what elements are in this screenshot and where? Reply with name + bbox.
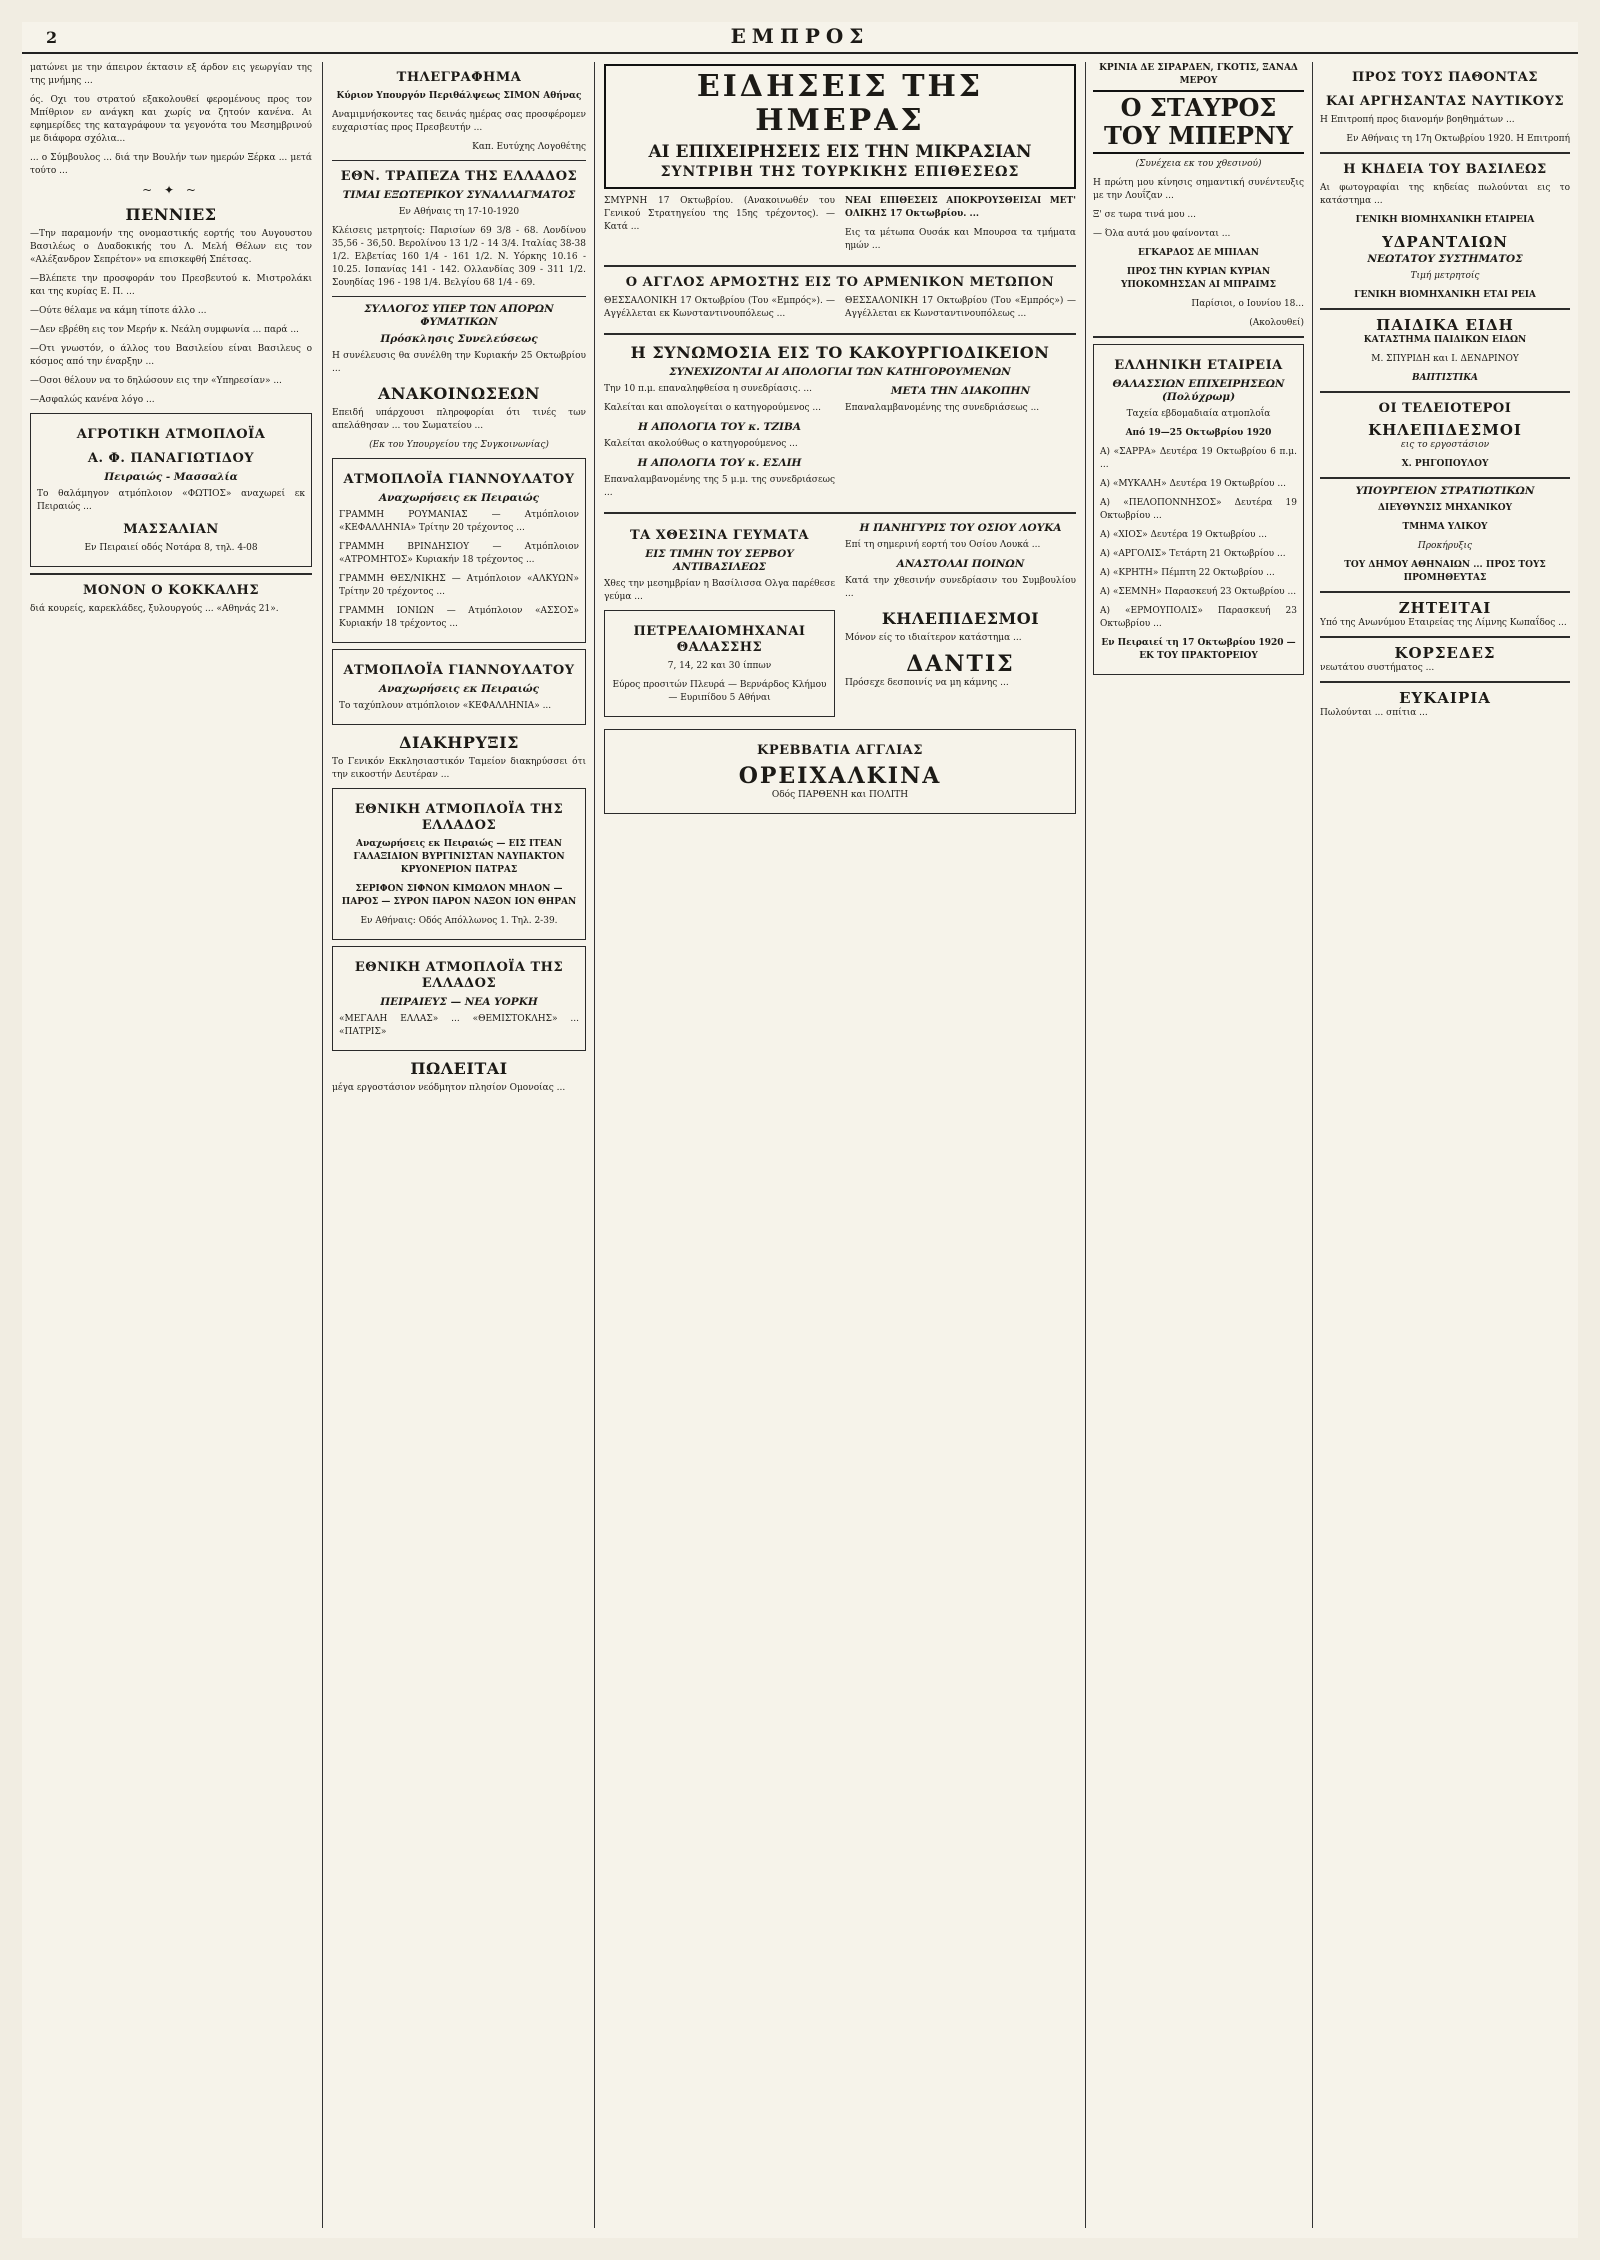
advert-text: Πρόσεχε δεσποινίς να μη κάμνης ... (845, 678, 1009, 688)
divider (1320, 636, 1570, 638)
section-heading: Η ΣΥΝΩΜΟΣΙΑ ΕΙΣ ΤΟ ΚΑΚΟΥΡΓΙΟΔΙΚΕΙΟΝ (630, 343, 1050, 362)
advert-text: ΣΕΡΙΦΟΝ ΣΙΦΝΟΝ ΚΙΜΩΛΟΝ ΜΗΛΟΝ — ΠΑΡΟΣ — ΣΥΡΟΝ ΠΑΡΟΝ ΝΑΞΟΝ ΙΟΝ ΘΗΡΑΝ (341, 884, 577, 907)
section-subheading: ΣΥΝΕΧΙΖΟΝΤΑΙ ΑΙ ΑΠΟΛΟΓΙΑΙ ΤΩΝ ΚΑΤΗΓΟΡΟΥΜΕΝΩΝ (669, 366, 1011, 378)
advert-subtitle: ΝΕΩΤΑΤΟΥ ΣΥΣΤΗΜΑΤΟΣ (1367, 253, 1523, 265)
banner-headline: ΑΙ ΕΠΙΧΕΙΡΗΣΕΙΣ ΕΙΣ ΤΗΝ ΜΙΚΡΑΣΙΑΝ (648, 142, 1032, 162)
company-name: ΓΕΝΙΚΗ ΒΙΟΜΗΧΑΝΙΚΗ ΕΤΑΙ ΡΕΙΑ (1354, 290, 1536, 300)
to-be-continued: (Ακολουθεί) (1249, 318, 1304, 328)
advert-text: Πωλούνται ... σπίτια ... (1320, 708, 1428, 718)
advert-subtitle: Αναχωρήσεις εκ Πειραιώς (378, 683, 540, 695)
advert-destination: ΜΑΣΣΑΛΙΑΝ (123, 522, 219, 537)
section-heading: ΣΥΛΛΟΓΟΣ ΥΠΕΡ ΤΩΝ ΑΠΟΡΩΝ ΦΥΜΑΤΙΚΩΝ (364, 303, 554, 328)
article-paragraph: Καλείται και απολογείται ο κατηγορούμενος ... (604, 403, 822, 413)
article-paragraph: Εις τα μέτωπα Ουσάκ και Μπουρσα τα τμήματα ημών ... (845, 228, 1076, 251)
article-paragraph: —Βλέπετε την προσφοράν του Πρεσβευτού κ. Μιστρολάκι και της κυρίας Ε. Π. ... (30, 274, 312, 297)
divider (1320, 681, 1570, 683)
advert-text: 7, 14, 22 και 30 ίππων (667, 661, 772, 671)
advert-title: ΔΑΝΤΙΣ (906, 651, 1015, 677)
advert-subtitle: Αναχωρήσεις εκ Πειραιώς (378, 492, 540, 504)
telegram-addressee: Κύριον Υπουργόν Περιθάλψεως ΣΙΜΟΝ Αθήνας (336, 91, 582, 101)
banner-subheadline: ΣΥΝΤΡΙΒΗ ΤΗΣ ΤΟΥΡΚΙΚΗΣ ΕΠΙΘΕΣΕΩΣ (660, 164, 1020, 180)
column-4 (1093, 62, 1304, 2228)
bank-subheading: ΤΙΜΑΙ ΕΞΩΤΕΡΙΚΟΥ ΣΥΝΑΛΛΑΓΜΑΤΟΣ (342, 189, 576, 201)
article-paragraph: —Ούτε θέλαμε να κάμη τίποτε άλλο ... (30, 306, 207, 316)
advert-route: Πειραιώς - Μασσαλία (104, 471, 238, 483)
subcolumn (604, 383, 835, 506)
advert-address: Οδός ΠΑΡΘΕΝΗ και ΠΟΛΙΤΗ (771, 790, 909, 800)
two-column-block (604, 520, 1076, 723)
article-paragraph: Κατά την χθεσινήν συνεδρίασιν του Συμβουλίου ... (845, 576, 1076, 599)
subcolumn (604, 195, 835, 259)
serial-authors: ΚΡΙΝΙΑ ΔΕ ΣΙΡΑΡΔΕΝ, ΓΚΟΤΙΣ, ΞΑΝΑΔ ΜΕΡΟΥ (1099, 63, 1298, 86)
subcolumn (845, 195, 1076, 259)
serial-continuation: (Συνέχεια εκ του χθεσινού) (1135, 159, 1262, 169)
exchange-rates: Κλέισεις μετρητοίς: Παρισίων 69 3/8 - 68. Λονδίνου 35,56 - 36,50. Βερολίνου 13 1/2 - 14 3/4. Ιταλίας 38-38 1/2. Ελβετίας 160 1/4 - 161 1/2. Ν. Υόρκης 10.16 - 10.25. Ισπανίας 141 - 142. Ολλανδίας 309 - 311 1/2. Σουηδίας 196 - 198 1/4. Βελγίου 68 1/4 - 69. (332, 226, 586, 288)
divider (604, 512, 1076, 514)
advert-title: ΜΟΝΟΝ Ο ΚΟΚΚΑΛΗΣ (82, 583, 260, 598)
advert-title: ΕΘΝΙΚΗ ΑΤΜΟΠΛΟΪΑ ΤΗΣ ΕΛΛΑΔΟΣ (354, 802, 564, 833)
advert-text: Μόνον είς το ιδιαίτερον κατάστημα ... (845, 633, 1022, 643)
section-subheading: ΕΙΣ ΤΙΜΗΝ ΤΟΥ ΣΕΡΒΟΥ ΑΝΤΙΒΑΣΙΛΕΩΣ (645, 548, 794, 573)
advert-title: ΚΗΛΕΠΙΔΕΣΜΟΙ (881, 609, 1040, 628)
column-rule (594, 62, 595, 2228)
advert-title: ΟΙ ΤΕΛΕΙΟΤΕΡΟΙ (1378, 401, 1512, 416)
shipping-advert (30, 413, 312, 567)
advert-text: Χ. ΡΗΓΟΠΟΥΛΟΥ (1401, 459, 1489, 469)
advert-text: Ταχεία εβδομαδιαία ατμοπλοΐα (1126, 409, 1271, 419)
advert-text: ΚΑΤΑΣΤΗΜΑ ΠΑΙΔΙΚΩΝ ΕΙΔΩΝ (1363, 335, 1527, 345)
letter-date: Παρίσιοι, ο Ιουνίου 18... (1191, 299, 1304, 309)
letter-signature: ΕΓΚΑΡΔΟΣ ΔΕ ΜΠΙΛΑΝ (1138, 248, 1259, 258)
article-paragraph: Επί τη σημερινή εορτή του Οσίου Λουκά ... (845, 540, 1041, 550)
advert-text: διά κουρείς, καρεκλάδες, ξυλουργούς ... «Αθηνάς 21». (30, 604, 279, 614)
section-heading: ΠΡΟΣ ΤΟΥΣ ΠΑΘΟΝΤΑΣ (1352, 70, 1538, 85)
advert-text: μέγα εργοστάσιον νεόδμητον πλησίον Ομονοίας ... (332, 1083, 566, 1093)
article-paragraph: ΘΕΣΣΑΛΟΝΙΚΗ 17 Οκτωβρίου (Του «Εμπρός»). — Αγγέλλεται εκ Κωνσταντινουπόλεως ... (604, 296, 835, 319)
column-1 (30, 62, 312, 2228)
two-column-block (604, 295, 1076, 327)
column-rule (1085, 62, 1086, 2228)
divider (332, 160, 586, 161)
company-name: ΓΕΝΙΚΗ ΒΙΟΜΗΧΑΝΙΚΗ ΕΤΑΙΡΕΙΑ (1355, 215, 1535, 225)
advert-title: ΑΤΜΟΠΛΟΪΑ ΓΙΑΝΝΟΥΛΑΤΟΥ (343, 663, 575, 678)
article-paragraph: Αι φωτογραφίαι της κηδείας πωλούνται εις το κατάστημα ... (1320, 183, 1570, 206)
advert-dates: Από 19—25 Οκτωβρίου 1920 (1125, 428, 1272, 438)
advert-text: ΓΡΑΜΜΗ ΒΡΙΝΔΗΣΙΟΥ — Ατμόπλοιον «ΑΤΡΟΜΗΤΟΣ» Κυριακήν 18 τρέχοντος ... (339, 542, 579, 565)
article-paragraph: —Ασφαλώς κανένα λόγο ... (30, 395, 155, 405)
article-paragraph: ΤΟΥ ΔΗΜΟΥ ΑΘΗΝΑΙΩΝ ... ΠΡΟΣ ΤΟΥΣ ΠΡΟΜΗΘΕΥΤΑΣ (1344, 560, 1546, 583)
article-paragraph: Επαναλαμβανομένης της 5 μ.μ. της συνεδριάσεως ... (604, 475, 835, 498)
article-paragraph: Το Γενικόν Εκκλησιαστικόν Ταμείον διακηρύσσει ότι την εικοστήν Δευτέραν ... (332, 757, 586, 780)
advert-text: Το ταχύπλουν ατμόπλοιον «ΚΕΦΑΛΛΗΝΙΑ» ... (339, 701, 552, 711)
shipping-advert (332, 649, 586, 725)
shipping-advert (332, 788, 586, 940)
divider (30, 573, 312, 575)
advert-title: ΥΔΡΑΝΤΛΙΩΝ (1382, 233, 1508, 251)
divider (1320, 477, 1570, 479)
article-paragraph: Η συνέλευσις θα συνέλθη την Κυριακήν 25 Οκτωβρίου ... (332, 351, 586, 374)
advert-address: Εν Αθήναις: Οδός Απόλλωνος 1. Τηλ. 2-39. (360, 916, 558, 926)
advert-text: Τιμή μετρητοίς (1410, 271, 1480, 281)
article-paragraph: ... ο Σύμβουλος ... διά την Βουλήν των ημερών Ξέρκα ... μετά τούτο ... (30, 153, 312, 176)
article-paragraph: Την 10 π.μ. επαναληφθείσα η συνεδρίασις. ... (604, 384, 813, 394)
section-subheading: ΔΙΕΥΘΥΝΣΙΣ ΜΗΧΑΝΙΚΟΥ (1378, 503, 1512, 513)
shipping-advert (332, 946, 586, 1051)
article-paragraph: —Οτι γνωστόν, ο άλλος του Βασιλείου είναι Βασιλευς ο κόσμος από την έναρξην ... (30, 344, 312, 367)
shipping-advert (1093, 344, 1304, 675)
shipping-advert (332, 458, 586, 643)
divider (1320, 591, 1570, 593)
column-5 (1320, 62, 1570, 2228)
column-rule (322, 62, 323, 2228)
divider (1320, 391, 1570, 393)
divider (1320, 308, 1570, 310)
divider (1320, 152, 1570, 154)
sailing-entry: Α) «ΣΕΜΝΗ» Παρασκευή 23 Οκτωβρίου ... (1100, 587, 1297, 597)
divider (1093, 336, 1304, 338)
section-heading: Η ΠΑΝΗΓΥΡΙΣ ΤΟΥ ΟΣΙΟΥ ΛΟΥΚΑ (859, 522, 1062, 534)
two-column-block (604, 195, 1076, 259)
divider (604, 333, 1076, 335)
sailing-entry: Α) «ΧΙΟΣ» Δευτέρα 19 Οκτωβρίου ... (1100, 530, 1267, 540)
article-paragraph: Η Επιτροπή προς διανομήν βοηθημάτων ... (1320, 115, 1515, 125)
article-paragraph: Υπό της Ανωνύμου Εταιρείας της Λίμνης Κωπαΐδος ... (1320, 618, 1567, 628)
article-paragraph: —Την παραμονήν της ονομαστικής εορτής του Αυγουστου Βασιλέως ο Δυαδοκικής του Λ. Μελή Θέλων εις τον «Αλέξανδρον Σεπρέτον» να επισκεφθή Σπέτσας. (30, 229, 312, 265)
advert-title: ΠΑΙΔΙΚΑ ΕΙΔΗ (1376, 316, 1514, 334)
sailing-entry: Α) «ΠΕΛΟΠΟΝΝΗΣΟΣ» Δευτέρα 19 Οκτωβρίου ... (1100, 498, 1297, 521)
section-heading: ΑΝΑΣΤΟΛΑΙ ΠΟΙΝΩΝ (896, 558, 1025, 570)
advert-text: Το θαλάμηγον ατμόπλοιον «ΦΩΤΙΟΣ» αναχωρεί εκ Πειραιώς ... (37, 489, 305, 512)
masthead (22, 22, 1578, 54)
advert-text: εις το εργοστάσιον (1400, 440, 1490, 450)
source-note: (Εκ του Υπουργείου της Συγκοινωνίας) (369, 440, 549, 450)
section-heading: ΠΩΛΕΙΤΑΙ (410, 1059, 508, 1078)
advert-text: Αναχωρήσεις εκ Πειραιώς — ΕΙΣ ΙΤΕΑΝ ΓΑΛΑΞΙΔΙΟΝ ΒΥΡΓΙΝΙΣΤΑΝ ΝΑΥΠΑΚΤΟΝ ΚΡΥΟΝΕΡΙΟΝ ΠΑΤΡΑΣ (353, 839, 565, 875)
advert-title: ΚΟΡΣΕΔΕΣ (1394, 644, 1496, 662)
bed-advert (604, 729, 1076, 814)
advert-text: ΓΡΑΜΜΗ ΘΕΣ/ΝΙΚΗΣ — Ατμόπλοιον «ΑΛΚΥΩΝ» Τρίτην 20 τρέχοντος ... (339, 574, 579, 597)
advert-address: Εν Πειραιεί οδός Νοτάρα 8, τηλ. 4-08 (84, 543, 258, 553)
advert-address: Εύρος προσιτών Πλευρά — Βερνάρδος Κλήμου — Ευριπίδου 5 Αθήναι (612, 680, 827, 703)
subcolumn (845, 520, 1076, 723)
engine-advert (604, 610, 835, 717)
advert-footer: Εν Πειραιεί τη 17 Οκτωβρίου 1920 — ΕΚ ΤΟΥ ΠΡΑΚΤΟΡΕΙΟΥ (1101, 638, 1296, 661)
article-paragraph: ός. Οχι του στρατού εξακολουθεί φερομένους προς τον Μπίθριον εν ανάγκη και χωρίς να ζητούν κανένα. Αι εφημερίδες της καταγράφουν τα γεγονότα του Μεσημβρινού με διάφορα σχόλια... (30, 95, 312, 144)
advert-text: Μ. ΣΠΥΡΙΔΗ και Ι. ΔΕΝΔΡΙΝΟΥ (1371, 354, 1519, 364)
sailing-entry: Α) «ΕΡΜΟΥΠΟΛΙΣ» Παρασκευή 23 Οκτωβρίου ... (1100, 606, 1297, 629)
advert-text: ΒΑΠΤΙΣΤΙΚΑ (1411, 373, 1479, 383)
column-2 (332, 62, 586, 2228)
article-paragraph: —Οσοι θέλουν να το δηλώσουν εις την «Υπηρεσίαν» ... (30, 376, 282, 386)
advert-text: νεωτάτου συστήματος ... (1320, 663, 1435, 673)
article-paragraph: Επαναλαμβανομένης της συνεδριάσεως ... (845, 403, 1040, 413)
article-subheading: ΜΕΤΑ ΤΗΝ ΔΙΑΚΟΠΗΝ (890, 385, 1031, 397)
article-paragraph: Καλείται ακολούθως ο κατηγορούμενος ... (604, 439, 798, 449)
section-subheading: ΤΜΗΜΑ ΥΛΙΚΟΥ (1402, 522, 1488, 532)
article-subheading: Η ΑΠΟΛΟΓΙΑ ΤΟΥ κ. ΤΖΙΒΑ (638, 421, 801, 433)
advert-text: ΓΡΑΜΜΗ ΡΟΥΜΑΝΙΑΣ — Ατμόπλοιον «ΚΕΦΑΛΛΗΝΙΑ» Τρίτην 20 τρέχοντος ... (339, 510, 579, 533)
article-paragraph: Επειδή υπάρχουσι πληροφορίαι ότι τινές των απελάθησαν ... του Σωματείου ... (332, 408, 586, 431)
sailing-entry: Α) «ΣΑΡΡΑ» Δευτέρα 19 Οκτωβρίου 6 π.μ. ... (1100, 447, 1297, 470)
subcolumn (845, 383, 1076, 506)
sailing-entry: Α) «ΜΥΚΑΛΗ» Δευτέρα 19 Οκτωβρίου ... (1100, 479, 1286, 489)
article-paragraph: ΝΕΑΙ ΕΠΙΘΕΣΕΙΣ ΑΠΟΚΡΟΥΣΘΕΙΣΑΙ ΜΕΤ' ΟΛΙΚΗΣ 17 Οκτωβρίου. ... (845, 196, 1076, 219)
ornament-divider: ~ ✦ ~ (142, 183, 200, 197)
subcolumn (604, 520, 835, 723)
article-paragraph: Χθες την μεσημβρίαν η Βασίλισσα Ολγα παρέθεσε γεύμα ... (604, 579, 835, 602)
article-paragraph: ΘΕΣΣΑΛΟΝΙΚΗ 17 Οκτωβρίου (Του «Εμπρός») — Αγγέλλεται εκ Κωνσταντινουπόλεως ... (845, 296, 1076, 319)
newspaper-title: ΕΜΠΡΟΣ (730, 24, 870, 48)
advert-subtitle: ΘΑΛΑΣΣΙΩΝ ΕΠΙΧΕΙΡΗΣΕΩΝ (Πολύχρωμ) (1112, 378, 1285, 403)
advert-title: ΕΘΝΙΚΗ ΑΤΜΟΠΛΟΪΑ ΤΗΣ ΕΛΛΑΔΟΣ (354, 960, 564, 991)
advert-title: ΖΗΤΕΙΤΑΙ (1398, 599, 1492, 617)
article-paragraph: — Όλα αυτά μου φαίνονται ... (1093, 229, 1231, 239)
section-heading: ΥΠΟΥΡΓΕΙΟΝ ΣΤΡΑΤΙΩΤΙΚΩΝ (1355, 485, 1535, 497)
advert-text: ΓΡΑΜΜΗ ΙΟΝΙΩΝ — Ατμόπλοιον «ΑΣΣΟΣ» Κυριακήν 18 τρέχοντος ... (339, 606, 579, 629)
letter-addressee: ΠΡΟΣ ΤΗΝ ΚΥΡΙΑΝ ΚΥΡΙΑΝ ΥΠΟΚΟΜΗΣΣΑΝ ΑΙ ΜΠΡΑΙΜΣ (1120, 267, 1277, 290)
section-heading: ΤΗΛΕΓΡΑΦΗΜΑ (396, 70, 522, 85)
advert-subtitle: ΠΕΙΡΑΙΕΥΣ — ΝΕΑ ΥΟΡΚΗ (380, 996, 538, 1008)
advert-title: ΠΕΤΡΕΛΑΙΟΜΗΧΑΝΑΙ ΘΑΛΑΣΣΗΣ (633, 624, 806, 655)
article-paragraph: Ξ' σε τωρα τινά μου ... (1093, 210, 1196, 220)
notice-type: Προκήρυξις (1417, 541, 1473, 551)
article-paragraph: ματώνει με την άπειρον έκτασιν εξ άρδον εις γεωργίαν της της μνήμης ... (30, 63, 312, 86)
article-signature: Εν Αθήναις τη 17η Οκτωβρίου 1920. Η Επιτροπή (1346, 134, 1570, 144)
advert-headline: ΚΗΛΕΠΙΔΕΣΜΟΙ (1368, 421, 1522, 439)
advert-title: ΕΛΛΗΝΙΚΗ ΕΤΑΙΡΕΙΑ (1114, 358, 1283, 373)
section-heading: ΤΑ ΧΘΕΣΙΝΑ ΓΕΥΜΑΤΑ (629, 528, 810, 543)
banner-title: ΕΙΔΗΣΕΙΣ ΤΗΣ ΗΜΕΡΑΣ (696, 69, 984, 138)
column-3 (604, 62, 1076, 2228)
divider (332, 296, 586, 297)
newspaper-page (22, 22, 1578, 2238)
bank-date: Εν Αθήναις τη 17-10-1920 (398, 207, 520, 217)
advert-text: «ΜΕΓΑΛΗ ΕΛΛΑΣ» ... «ΘΕΜΙΣΤΟΚΛΗΣ» ... «ΠΑΤΡΙΣ» (339, 1014, 579, 1037)
article-paragraph: —Δεν εβρέθη εις τον Μερήν κ. Νεάλη συμφωνία ... παρά ... (30, 325, 299, 335)
advert-title: ΑΤΜΟΠΛΟΪΑ ΓΙΑΝΝΟΥΛΑΤΟΥ (343, 472, 575, 487)
advert-subtitle: Α. Φ. ΠΑΝΑΓΙΩΤΙΔΟΥ (87, 451, 255, 466)
section-heading: ΚΑΙ ΑΡΓΗΣΑΝΤΑΣ ΝΑΥΤΙΚΟΥΣ (1325, 94, 1565, 109)
sailing-entry: Α) «ΑΡΓΟΛΙΣ» Τετάρτη 21 Οκτωβρίου ... (1100, 549, 1286, 559)
news-banner (604, 64, 1076, 189)
section-heading: Ο ΑΓΓΛΟΣ ΑΡΜΟΣΤΗΣ ΕΙΣ ΤΟ ΑΡΜΕΝΙΚΟΝ ΜΕΤΩΠΟΝ (625, 275, 1055, 290)
section-subheading: Πρόσκλησις Συνελεύσεως (380, 333, 538, 345)
section-heading: ΔΙΑΚΗΡΥΞΙΣ (399, 733, 519, 752)
advert-title: ΚΡΕΒΒΑΤΙΑ ΑΓΓΛΙΑΣ (757, 743, 923, 758)
section-heading: ΑΝΑΚΟΙΝΩΣΕΩΝ (377, 384, 541, 403)
section-heading: Η ΚΗΔΕΙΑ ΤΟΥ ΒΑΣΙΛΕΩΣ (1343, 162, 1547, 177)
section-heading: ΠΕΝΝΙΕΣ (125, 205, 217, 224)
sailing-entry: Α) «ΚΡΗΤΗ» Πέμπτη 22 Οκτωβρίου ... (1100, 568, 1275, 578)
divider (604, 265, 1076, 267)
column-rule (1312, 62, 1313, 2228)
two-column-block (604, 383, 1076, 506)
serial-title: Ο ΣΤΑΥΡΟΣ ΤΟΥ ΜΠΕΡΝΥ (1093, 90, 1304, 154)
telegram-body: Αναμιμνήσκοντες τας δεινάς ημέρας σας προσφέρομεν ευχαριστίας προς Πρεσβευτήν ... (332, 110, 586, 133)
advert-headline: ΟΡΕΙΧΑΛΚΙΝΑ (738, 763, 942, 789)
article-paragraph: Η πρώτη μου κίνησις σημαντική συνέντευξις με την Λουΐζαν ... (1093, 178, 1304, 201)
telegram-signature: Καπ. Ευτύχης Λογοθέτης (472, 142, 586, 152)
article-subheading: Η ΑΠΟΛΟΓΙΑ ΤΟΥ κ. ΕΣΛΙΗ (637, 457, 802, 469)
advert-title: ΕΥΚΑΙΡΙΑ (1399, 689, 1491, 707)
bank-heading: ΕΘΝ. ΤΡΑΠΕΖΑ ΤΗΣ ΕΛΛΑΔΟΣ (340, 169, 578, 184)
page-number: 2 (46, 28, 58, 47)
article-paragraph: ΣΜΥΡΝΗ 17 Οκτωβρίου. (Ανακοινωθέν του Γενικού Στρατηγείου της 15ης τρέχοντος). — Κατά ... (604, 196, 835, 232)
advert-title: ΑΓΡΟΤΙΚΗ ΑΤΜΟΠΛΟΪΑ (76, 427, 266, 442)
